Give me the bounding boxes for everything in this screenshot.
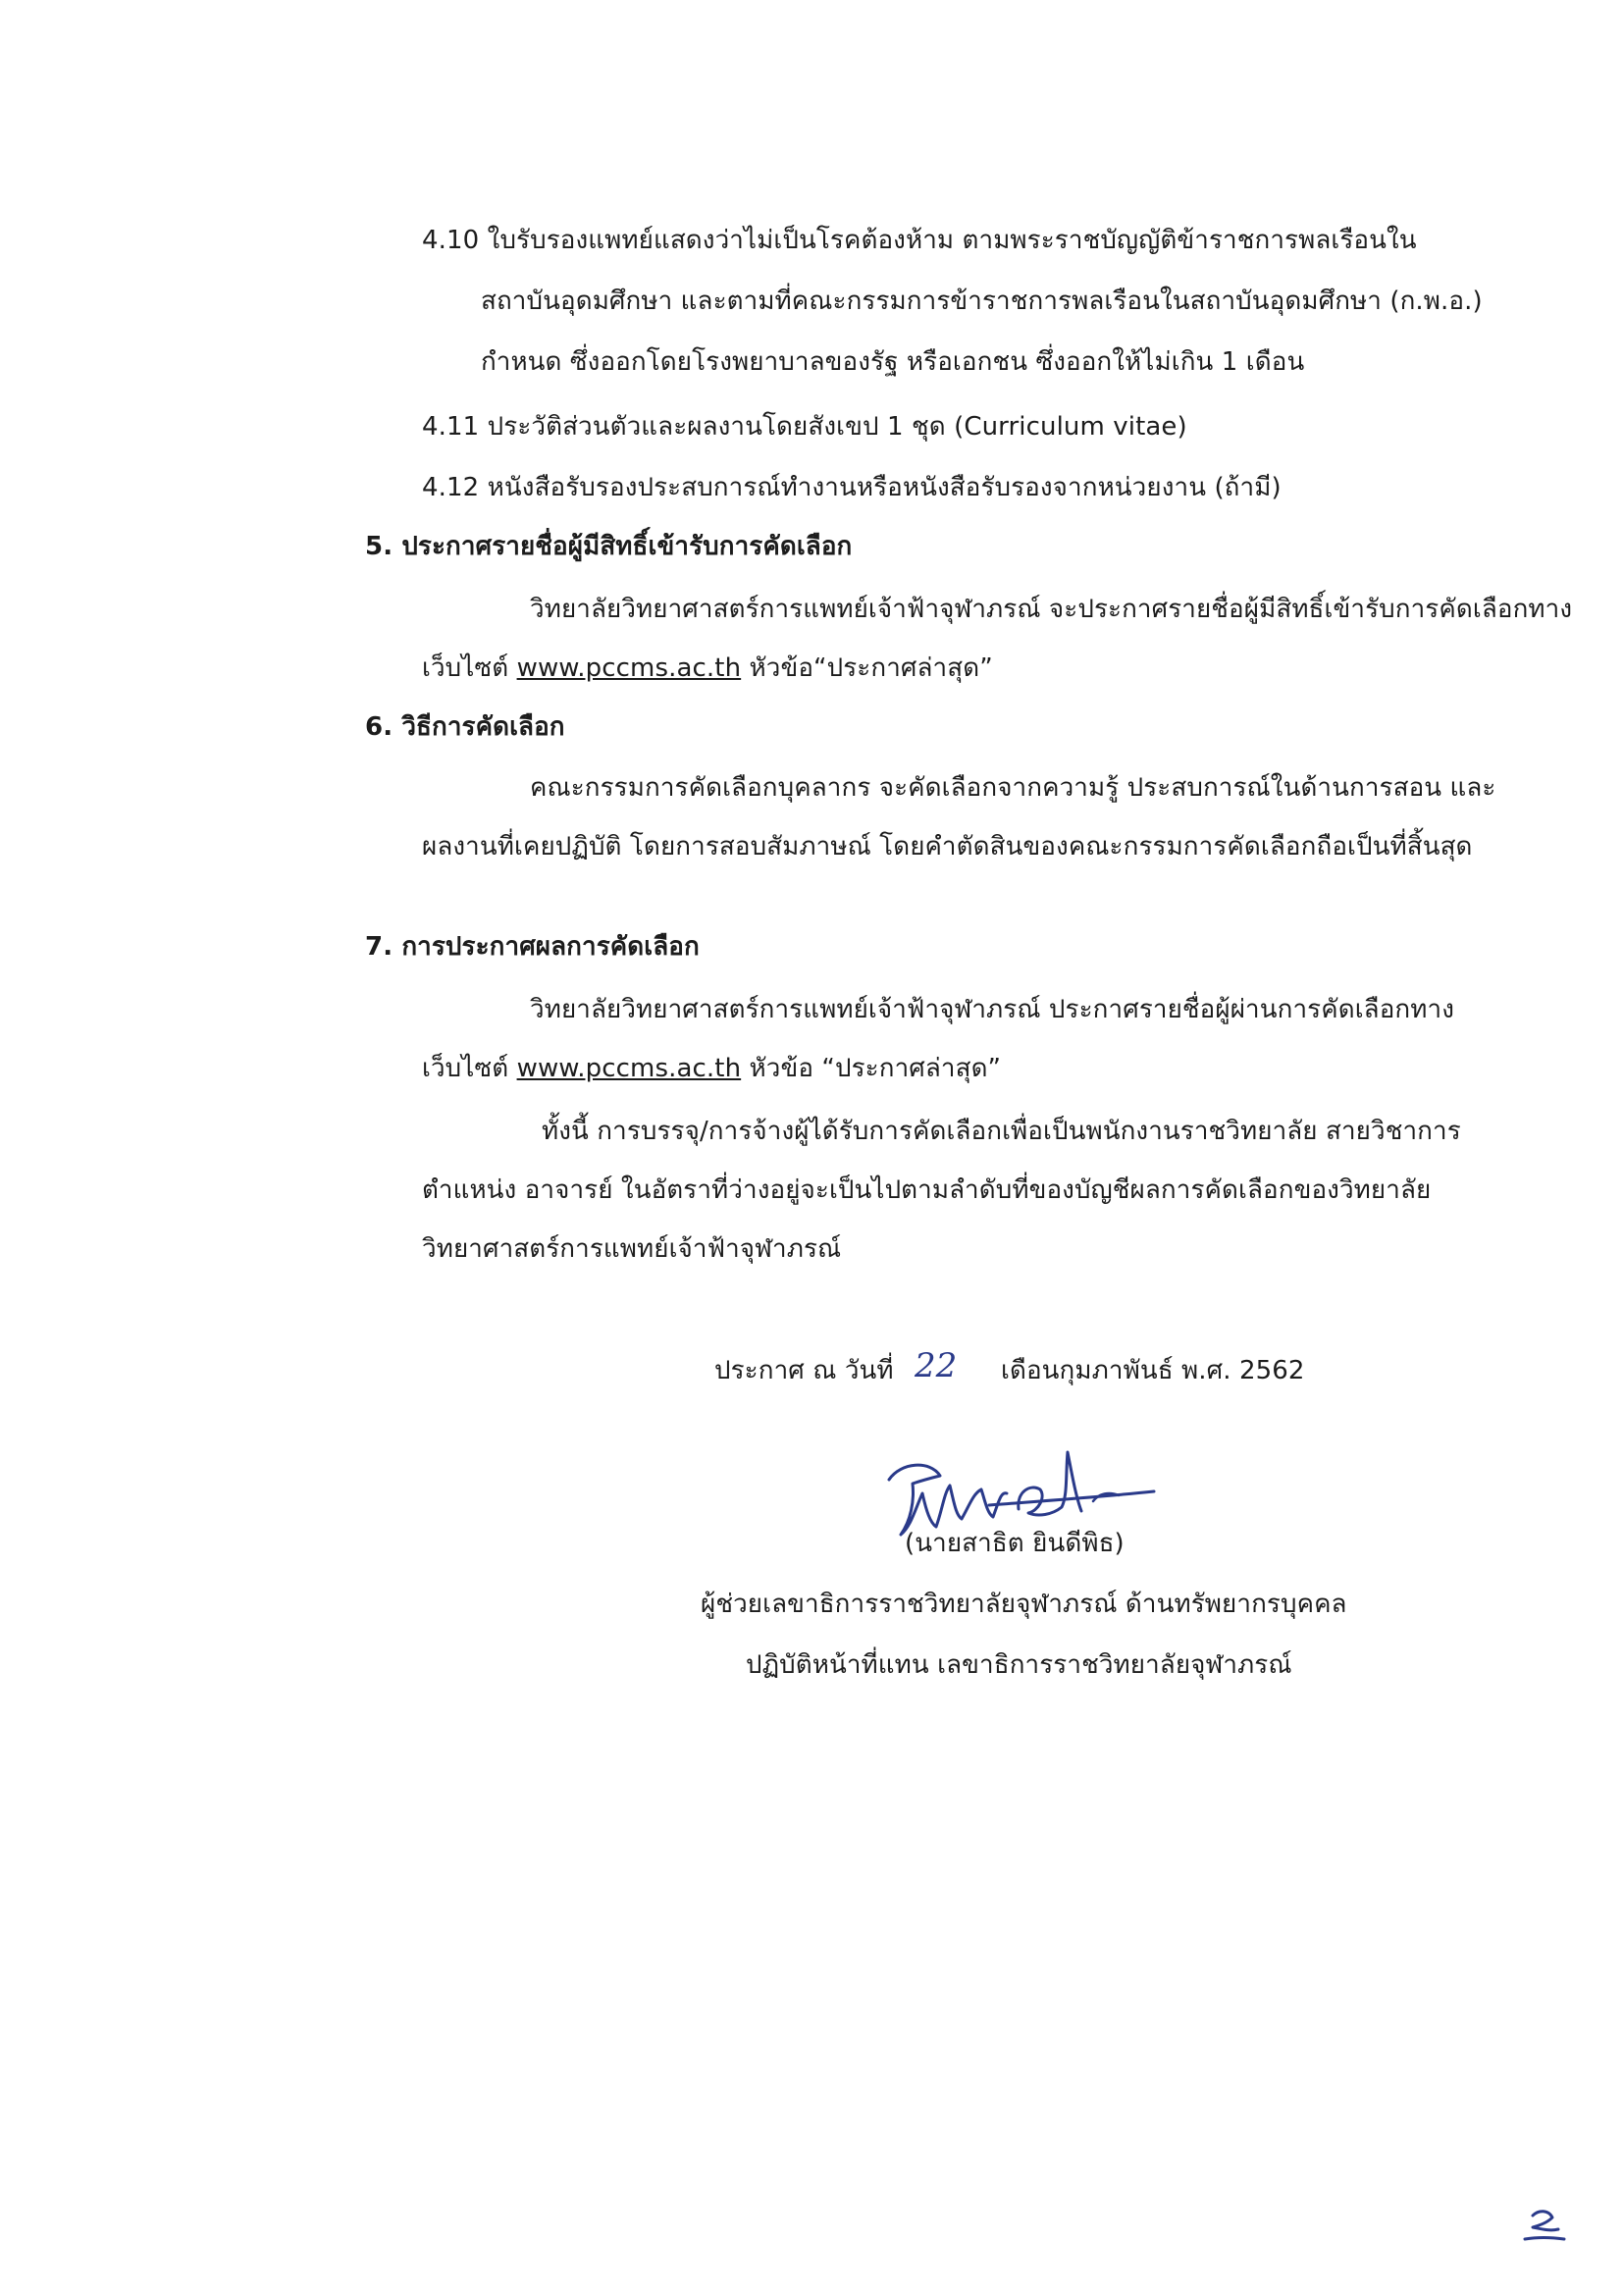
signer-title-line1: ผู้ช่วยเลขาธิการราชวิทยาลัยจุฬาภรณ์ ด้านทรัพยากรบุคคล [701,1590,1347,1619]
item-4-10-line1: 4.10 ใบรับรองแพทย์แสดงว่าไม่เป็นโรคต้องห้าม ตามพระราชบัญญัติข้าราชการพลเรือนใน [422,226,1417,255]
section-5-line2-prefix: เว็บไซต์ [422,653,509,683]
section-7-heading: 7. การประกาศผลการคัดเลือก [365,932,700,962]
section-6-heading: 6. วิธีการคัดเลือก [365,712,565,742]
item-4-11: 4.11 ประวัติส่วนตัวและผลงานโดยสังเขป 1 ชุด (Curriculum vitae) [422,412,1187,442]
section-7-line2-suffix: หัวข้อ “ประกาศล่าสุด” [749,1054,1002,1083]
announcement-date-day: 22 [915,1346,958,1385]
website-link[interactable]: www.pccms.ac.th [516,653,742,683]
section-5-line1: วิทยาลัยวิทยาศาสตร์การแพทย์เจ้าฟ้าจุฬาภรณ์ จะประกาศรายชื่อผู้มีสิทธิ์เข้ารับการคัดเลือกทาง [530,595,1573,624]
section-7-line2-prefix: เว็บไซต์ [422,1054,509,1083]
section-6-line1: คณะกรรมการคัดเลือกบุคลากร จะคัดเลือกจากความรู้ ประสบการณ์ในด้านการสอน และ [530,773,1496,803]
section-7-line2 [422,1052,1001,1085]
section-7-para2-line3: วิทยาศาสตร์การแพทย์เจ้าฟ้าจุฬาภรณ์ [422,1234,842,1264]
section-6-line2: ผลงานที่เคยปฏิบัติ โดยการสอบสัมภาษณ์ โดยคำตัดสินของคณะกรรมการคัดเลือกถือเป็นที่สิ้นสุด [422,832,1473,861]
section-7-para2-line2: ตำแหน่ง อาจารย์ ในอัตราที่ว่างอยู่จะเป็นไปตามลำดับที่ของบัญชีผลการคัดเลือกของวิทยาลัย [422,1175,1432,1205]
item-4-10-line2: สถาบันอุดมศึกษา และตามที่คณะกรรมการข้าราชการพลเรือนในสถาบันอุดมศึกษา (ก.พ.อ.) [481,287,1483,316]
section-7-line1: วิทยาลัยวิทยาศาสตร์การแพทย์เจ้าฟ้าจุฬาภรณ์ ประกาศรายชื่อผู้ผ่านการคัดเลือกทาง [530,995,1455,1024]
section-5-line2 [422,652,993,685]
section-5-line2-suffix: หัวข้อ“ประกาศล่าสุด” [749,653,993,683]
section-7-para2-line1: ทั้งนี้ การบรรจุ/การจ้างผู้ได้รับการคัดเลือกเพื่อเป็นพนักงานราชวิทยาลัย สายวิชาการ [542,1117,1461,1146]
item-4-10-line3: กำหนด ซึ่งออกโดยโรงพยาบาลของรัฐ หรือเอกชน ซึ่งออกให้ไม่เกิน 1 เดือน [481,347,1305,377]
section-5-heading: 5. ประกาศรายชื่อผู้มีสิทธิ์เข้ารับการคัดเลือก [365,532,853,561]
website-link[interactable]: www.pccms.ac.th [516,1054,742,1083]
item-4-12: 4.12 หนังสือรับรองประสบการณ์ทำงานหรือหนังสือรับรองจากหน่วยงาน (ถ้ามี) [422,473,1282,502]
announcement-date-suffix: เดือนกุมภาพันธ์ พ.ศ. 2562 [1001,1356,1305,1385]
announcement-date-prefix: ประกาศ ณ วันที่ [714,1356,894,1385]
signer-name: (นายสาธิต ยินดีพิธ) [905,1529,1125,1558]
continuation-mark-icon [1519,2206,1568,2249]
signer-title-line2: ปฏิบัติหน้าที่แทน เลขาธิการราชวิทยาลัยจุฬาภรณ์ [746,1650,1292,1680]
